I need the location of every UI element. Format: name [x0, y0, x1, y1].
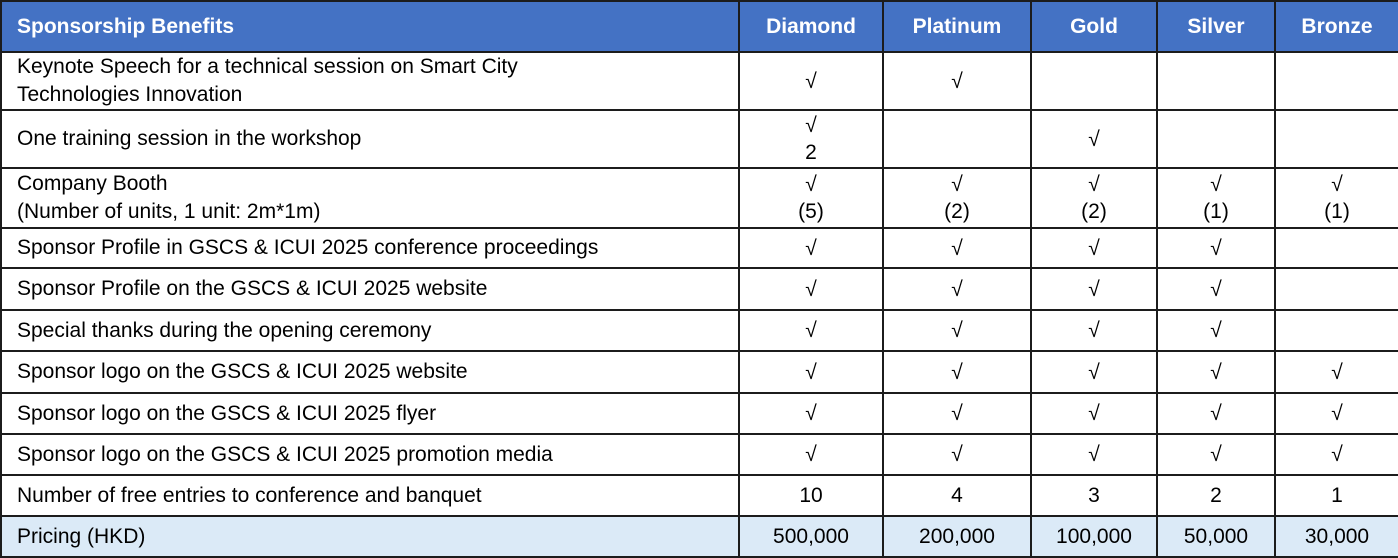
benefit-text: Sponsor logo on the GSCS & ICUI 2025 flyer [17, 401, 437, 425]
tier-cell-diamond [739, 168, 883, 228]
table-row [1, 351, 1398, 393]
cell-value: √ [1210, 443, 1222, 466]
cell-value: 2 [1210, 484, 1222, 507]
cell-value: 3 [1088, 484, 1100, 507]
tier-cell-bronze [1275, 268, 1398, 310]
benefit-cell [1, 393, 739, 434]
table-row [1, 52, 1398, 110]
table-row [1, 168, 1398, 228]
tier-cell-gold [1031, 434, 1157, 475]
tier-cell-platinum [883, 52, 1031, 110]
cell-value: √ [951, 173, 963, 196]
cell-value: √ [805, 69, 817, 93]
cell-value: √ [1088, 236, 1100, 260]
cell-value: 2 [805, 141, 817, 164]
tier-cell-diamond [739, 434, 883, 475]
tier-header-platinum: Platinum [883, 1, 1031, 52]
cell-value: √ [805, 114, 817, 137]
tier-cell-platinum [883, 475, 1031, 516]
table-row [1, 434, 1398, 475]
price-silver: 50,000 [1157, 516, 1275, 557]
cell-value: (2) [1081, 200, 1107, 223]
benefit-text: Company Booth [17, 172, 168, 195]
pricing-label: Pricing (HKD) [1, 516, 739, 557]
benefit-text: One training session in the workshop [17, 127, 362, 150]
benefit-text: Special thanks during the opening ceremony [17, 318, 432, 342]
cell-value: √ [805, 360, 817, 384]
table-row [1, 475, 1398, 516]
cell-value: √ [1210, 402, 1222, 425]
benefit-text: Sponsor Profile on the GSCS & ICUI 2025 website [17, 277, 488, 300]
tier-header-bronze: Bronze [1275, 1, 1398, 52]
tier-cell-diamond [739, 228, 883, 268]
tier-cell-bronze [1275, 393, 1398, 434]
tier-cell-bronze [1275, 52, 1398, 110]
cell-value: √ [805, 443, 817, 466]
tier-cell-bronze [1275, 310, 1398, 351]
cell-value: √ [1088, 319, 1100, 342]
benefit-text: Keynote Speech for a technical session on Smart City [17, 55, 518, 78]
cell-value: √ [1088, 127, 1100, 151]
cell-value: √ [1210, 319, 1222, 342]
tier-cell-bronze [1275, 228, 1398, 268]
price-platinum: 200,000 [883, 516, 1031, 557]
cell-value: √ [951, 443, 963, 466]
benefit-cell [1, 268, 739, 310]
cell-value: (5) [798, 200, 824, 223]
tier-cell-gold [1031, 52, 1157, 110]
tier-cell-gold [1031, 310, 1157, 351]
cell-value: 1 [1331, 484, 1343, 507]
tier-cell-gold [1031, 475, 1157, 516]
tier-cell-diamond [739, 475, 883, 516]
table-row [1, 268, 1398, 310]
cell-value: √ [951, 402, 963, 425]
cell-value: (1) [1203, 200, 1229, 223]
cell-value: (2) [944, 200, 970, 223]
table-row [1, 393, 1398, 434]
tier-cell-silver [1157, 110, 1275, 168]
cell-value: √ [1088, 443, 1100, 466]
benefit-cell [1, 351, 739, 393]
cell-value: √ [1331, 443, 1343, 466]
tier-cell-bronze [1275, 110, 1398, 168]
tier-cell-silver [1157, 52, 1275, 110]
cell-value: √ [1210, 236, 1222, 260]
table-row [1, 310, 1398, 351]
tier-header-gold: Gold [1031, 1, 1157, 52]
cell-value: √ [951, 277, 963, 301]
tier-cell-platinum [883, 351, 1031, 393]
benefit-text: Technologies Innovation [17, 83, 243, 106]
benefits-column-header: Sponsorship Benefits [1, 1, 739, 52]
tier-cell-silver [1157, 268, 1275, 310]
cell-value: √ [951, 360, 963, 384]
tier-cell-platinum [883, 393, 1031, 434]
tier-cell-diamond [739, 268, 883, 310]
cell-value: √ [1088, 360, 1100, 384]
tier-cell-bronze [1275, 475, 1398, 516]
tier-cell-silver [1157, 393, 1275, 434]
tier-cell-gold [1031, 351, 1157, 393]
tier-cell-bronze [1275, 434, 1398, 475]
tier-cell-gold [1031, 228, 1157, 268]
tier-cell-bronze [1275, 351, 1398, 393]
cell-value: √ [805, 173, 817, 196]
tier-header-silver: Silver [1157, 1, 1275, 52]
tier-cell-platinum [883, 168, 1031, 228]
cell-value: √ [805, 402, 817, 425]
cell-value: √ [1210, 360, 1222, 384]
tier-cell-diamond [739, 52, 883, 110]
cell-value: √ [1210, 277, 1222, 301]
header-row [1, 1, 1398, 52]
tier-cell-diamond [739, 393, 883, 434]
cell-value: √ [1331, 402, 1343, 425]
benefit-cell [1, 110, 739, 168]
tier-cell-gold [1031, 110, 1157, 168]
tier-cell-gold [1031, 268, 1157, 310]
benefit-text: Sponsor logo on the GSCS & ICUI 2025 website [17, 360, 468, 383]
benefit-cell [1, 168, 739, 228]
benefit-text: (Number of units, 1 unit: 2m*1m) [17, 200, 321, 223]
cell-value: √ [951, 236, 963, 260]
tier-cell-platinum [883, 434, 1031, 475]
tier-cell-silver [1157, 310, 1275, 351]
cell-value: √ [1331, 173, 1343, 196]
tier-cell-silver [1157, 351, 1275, 393]
tier-cell-gold [1031, 393, 1157, 434]
cell-value: √ [1088, 402, 1100, 425]
tier-cell-silver [1157, 228, 1275, 268]
cell-value: √ [1088, 173, 1100, 196]
tier-cell-silver [1157, 168, 1275, 228]
price-diamond: 500,000 [739, 516, 883, 557]
tier-cell-platinum [883, 110, 1031, 168]
cell-value: 4 [951, 484, 963, 507]
tier-header-diamond: Diamond [739, 1, 883, 52]
cell-value: √ [1088, 277, 1100, 301]
cell-value: √ [1331, 360, 1343, 384]
tier-cell-silver [1157, 475, 1275, 516]
benefit-cell [1, 228, 739, 268]
pricing-row [1, 516, 1398, 557]
benefit-cell [1, 434, 739, 475]
tier-cell-gold [1031, 168, 1157, 228]
benefit-text: Sponsor logo on the GSCS & ICUI 2025 promotion media [17, 442, 553, 466]
table-row [1, 110, 1398, 168]
tier-cell-diamond [739, 310, 883, 351]
benefit-cell [1, 475, 739, 516]
tier-cell-bronze [1275, 168, 1398, 228]
cell-value: 10 [799, 484, 823, 507]
cell-value: √ [805, 319, 817, 342]
tier-cell-platinum [883, 310, 1031, 351]
tier-cell-diamond [739, 110, 883, 168]
tier-cell-platinum [883, 228, 1031, 268]
table-row [1, 228, 1398, 268]
benefit-cell [1, 310, 739, 351]
cell-value: √ [951, 69, 963, 93]
tier-cell-diamond [739, 351, 883, 393]
cell-value: √ [805, 236, 817, 260]
cell-value: √ [1210, 173, 1222, 196]
price-bronze: 30,000 [1275, 516, 1398, 557]
price-gold: 100,000 [1031, 516, 1157, 557]
cell-value: √ [951, 319, 963, 342]
benefit-text: Number of free entries to conference and banquet [17, 483, 482, 507]
tier-cell-platinum [883, 268, 1031, 310]
benefit-text: Sponsor Profile in GSCS & ICUI 2025 conference proceedings [17, 236, 599, 259]
cell-value: √ [805, 277, 817, 301]
tier-cell-silver [1157, 434, 1275, 475]
cell-value: (1) [1324, 200, 1350, 223]
benefit-cell [1, 52, 739, 110]
